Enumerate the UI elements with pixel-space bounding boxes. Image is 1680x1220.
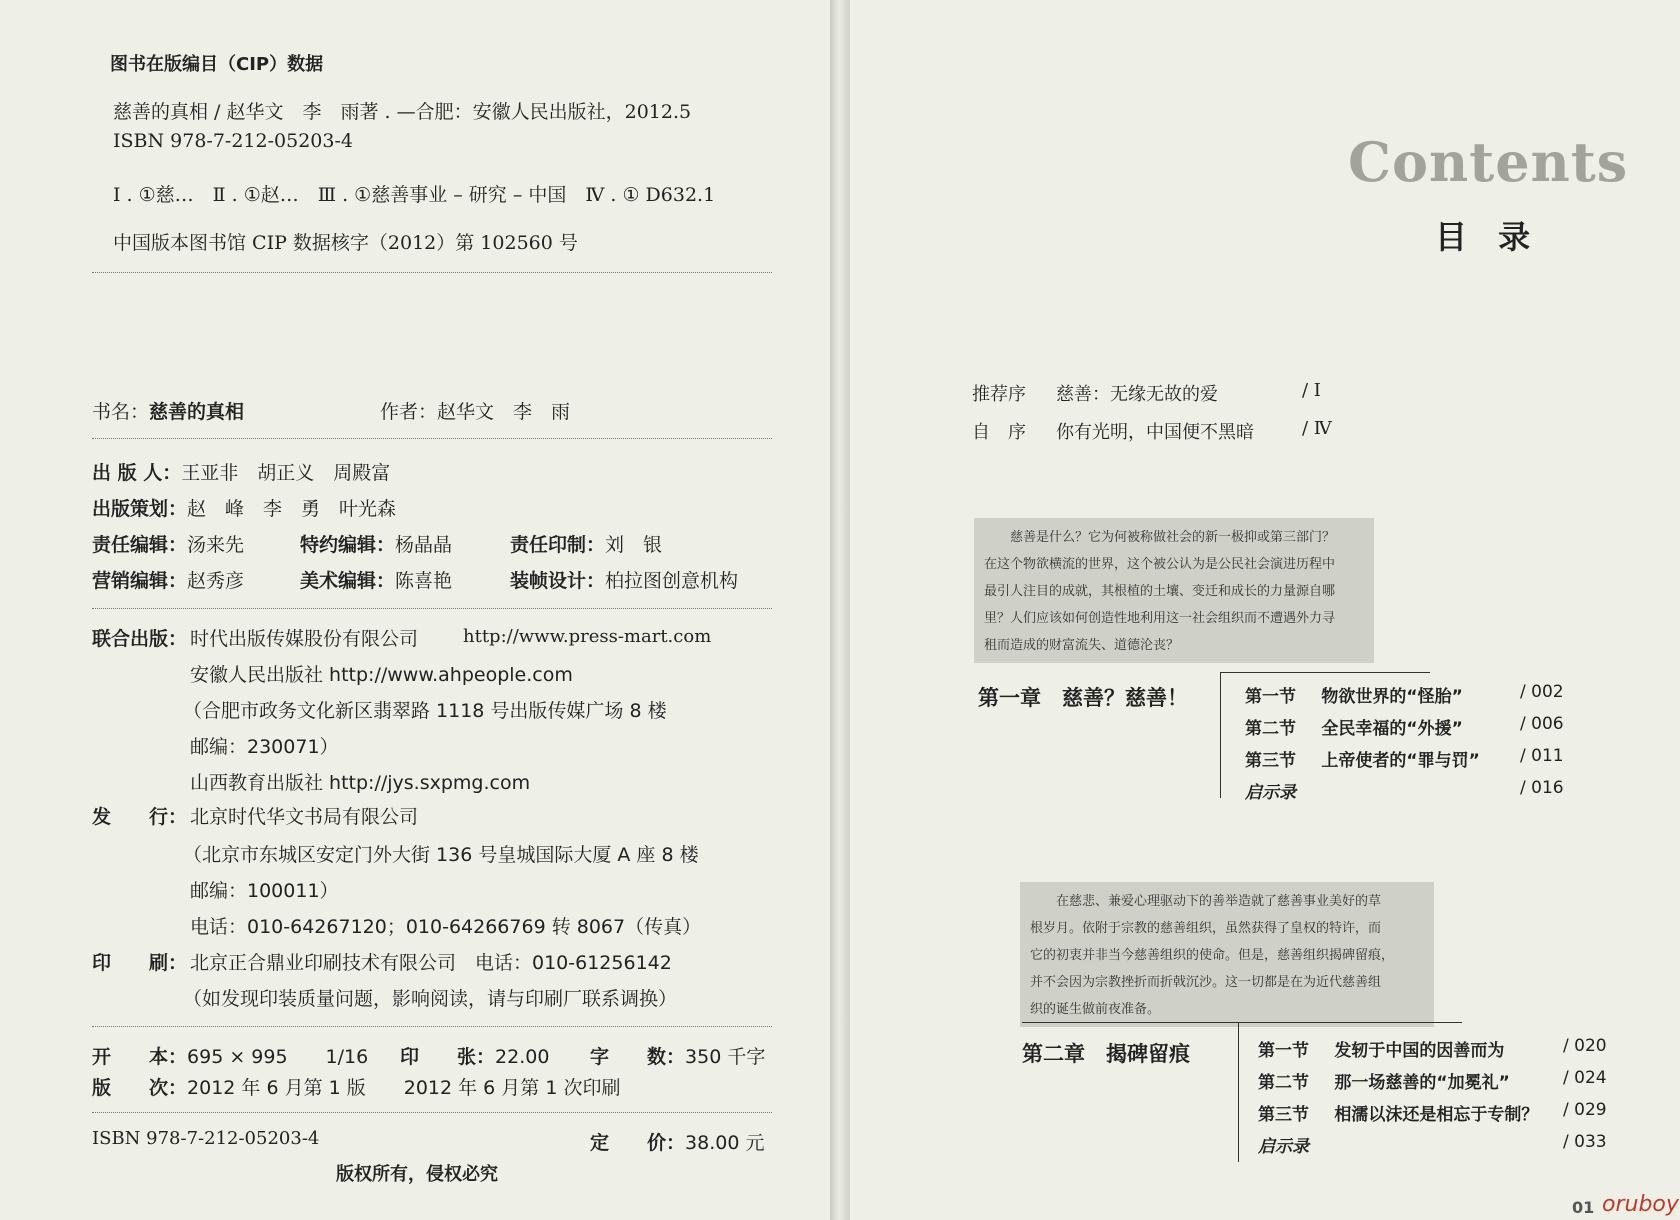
toc-page: / 024 bbox=[1563, 1068, 1607, 1088]
design-value: 柏拉图创意机构 bbox=[605, 570, 739, 592]
special-editor-value: 杨晶晶 bbox=[395, 534, 453, 556]
joint-publish-line2: 安徽人民出版社 http://www.ahpeople.com bbox=[190, 664, 573, 686]
publisher-value: 王亚非 胡正义 周殿富 bbox=[181, 462, 391, 484]
section-label: 第二节 bbox=[1258, 1073, 1309, 1093]
special-editor-row bbox=[300, 530, 452, 557]
author-value: 赵华文 李 雨 bbox=[437, 401, 571, 423]
sheets-row bbox=[400, 1042, 549, 1069]
joint-publish-label: 联合出版： bbox=[92, 628, 188, 650]
edition-label: 版 次： bbox=[92, 1077, 188, 1099]
chapter2-summary bbox=[1020, 882, 1434, 1027]
preface1-label: 推荐序 bbox=[972, 384, 1026, 405]
publisher-row bbox=[92, 458, 390, 485]
planning-row bbox=[92, 494, 396, 521]
toc-entry[interactable] bbox=[1245, 778, 1296, 803]
section-label: 第三节 bbox=[1258, 1105, 1309, 1125]
book-name-label: 书名： bbox=[92, 401, 150, 423]
section-label: 第一节 bbox=[1258, 1041, 1309, 1061]
book-gutter bbox=[830, 0, 850, 1220]
preface1-page: / Ⅰ bbox=[1302, 380, 1321, 401]
distribution-line2: （北京市东城区安定门外大街 136 号皇城国际大厦 A 座 8 楼 bbox=[183, 844, 699, 866]
section-label: 启示录 bbox=[1245, 783, 1296, 803]
chapter2-rule-top bbox=[1022, 1022, 1462, 1023]
cip-record: 中国版本图书馆 CIP 数据核字（2012）第 102560 号 bbox=[113, 232, 578, 254]
author-label: 作者： bbox=[380, 401, 438, 423]
art-editor-row bbox=[300, 566, 452, 593]
summary-line: 里？人们应该如何创造性地利用这一社会组织而不遭遇外力寻 bbox=[984, 611, 1336, 626]
divider bbox=[92, 608, 772, 609]
joint-publish-line4: 邮编：230071） bbox=[190, 736, 339, 758]
marketing-value: 赵秀彦 bbox=[187, 570, 245, 592]
watermark: oruboy bbox=[1602, 1192, 1679, 1217]
editor-value: 汤来先 bbox=[187, 534, 245, 556]
format-row bbox=[92, 1042, 368, 1069]
divider bbox=[92, 1112, 772, 1113]
edition-value: 2012 年 6 月第 1 版 2012 年 6 月第 1 次印刷 bbox=[187, 1077, 621, 1099]
format-label: 开 本： bbox=[92, 1046, 188, 1068]
words-label: 字 数： bbox=[590, 1046, 686, 1068]
distribution-line3: 邮编：100011） bbox=[190, 880, 339, 902]
section-title: 上帝使者的“罪与罚” bbox=[1321, 751, 1480, 771]
cip-isbn: ISBN 978-7-212-05203-4 bbox=[113, 130, 353, 152]
section-title: 相濡以沫还是相忘于专制？ bbox=[1334, 1105, 1539, 1125]
joint-publish-line5: 山西教育出版社 http://jys.sxpmg.com bbox=[190, 772, 531, 794]
toc-entry[interactable] bbox=[1258, 1132, 1309, 1157]
design-label: 装帧设计： bbox=[510, 570, 606, 592]
toc-entry[interactable] bbox=[1245, 714, 1463, 739]
chapter1-title: 第一章 慈善？慈善！ bbox=[978, 685, 1188, 710]
section-label: 第二节 bbox=[1245, 719, 1296, 739]
cip-book-line: 慈善的真相 / 赵华文 李 雨著 . —合肥：安徽人民出版社，2012.5 bbox=[113, 101, 692, 123]
page-number: 01 bbox=[1572, 1198, 1595, 1217]
art-editor-value: 陈喜艳 bbox=[395, 570, 453, 592]
editor-row bbox=[92, 530, 244, 557]
joint-publish-line1: 时代出版传媒股份有限公司 bbox=[190, 628, 419, 650]
printing-label: 印 刷： bbox=[92, 952, 188, 974]
publisher-label: 出 版 人： bbox=[92, 462, 182, 484]
section-label: 第三节 bbox=[1245, 751, 1296, 771]
price-value: 38.00 元 bbox=[685, 1132, 765, 1154]
author-row bbox=[380, 397, 570, 424]
printing-line1: 北京正合鼎业印刷技术有限公司 电话：010-61256142 bbox=[190, 952, 672, 974]
summary-line: 在这个物欲横流的世界，这个被公认为是公民社会演进历程中 bbox=[984, 557, 1336, 572]
print-responsible-row bbox=[510, 530, 662, 557]
preface2-label: 自 序 bbox=[972, 422, 1026, 443]
preface1-title: 慈善：无缘无故的爱 bbox=[1056, 384, 1218, 405]
distribution-line1: 北京时代华文书局有限公司 bbox=[190, 806, 419, 828]
sheets-label: 印 张： bbox=[400, 1046, 496, 1068]
price-label: 定 价： bbox=[590, 1132, 686, 1154]
book-name-row bbox=[92, 397, 244, 424]
format-value: 695 × 995 1/16 bbox=[187, 1046, 369, 1068]
art-editor-label: 美术编辑： bbox=[300, 570, 396, 592]
distribution-line4: 电话：010-64267120；010-64266769 转 8067（传真） bbox=[190, 916, 702, 938]
toc-page: / 016 bbox=[1520, 778, 1564, 798]
summary-line: 根岁月。依附于宗教的慈善组织，虽然获得了皇权的特许，而 bbox=[1030, 921, 1382, 936]
preface2-title: 你有光明，中国便不黑暗 bbox=[1056, 422, 1254, 443]
toc-entry[interactable] bbox=[1258, 1036, 1504, 1061]
design-row bbox=[510, 566, 738, 593]
summary-line: 最引人注目的成就，其根植的土壤、变迁和成长的力量源自哪 bbox=[984, 584, 1336, 599]
divider bbox=[92, 1026, 772, 1027]
joint-publish-url: http://www.press-mart.com bbox=[463, 626, 712, 647]
joint-publish-line3: （合肥市政务文化新区翡翠路 1118 号出版传媒广场 8 楼 bbox=[183, 700, 667, 722]
print-responsible-value: 刘 银 bbox=[605, 534, 663, 556]
toc-entry[interactable] bbox=[1258, 1100, 1538, 1125]
cip-title: 图书在版编目（CIP）数据 bbox=[110, 54, 324, 75]
divider bbox=[92, 438, 772, 439]
chapter1-rule bbox=[1220, 672, 1221, 798]
section-label: 第一节 bbox=[1245, 687, 1296, 707]
summary-line: 织的诞生做前夜准备。 bbox=[1030, 1002, 1161, 1017]
distribution-label: 发 行： bbox=[92, 806, 188, 828]
special-editor-label: 特约编辑： bbox=[300, 534, 396, 556]
cip-classification: Ⅰ . ①慈… Ⅱ . ①赵… Ⅲ . ①慈善事业 – 研究 – 中国 Ⅳ . ① D632.1 bbox=[113, 184, 716, 206]
toc-entry[interactable] bbox=[1245, 682, 1463, 707]
toc-page: / 033 bbox=[1563, 1132, 1607, 1152]
section-title: 那一场慈善的“加冕礼” bbox=[1334, 1073, 1510, 1093]
isbn-bottom: ISBN 978-7-212-05203-4 bbox=[92, 1128, 320, 1149]
price-row bbox=[590, 1128, 764, 1155]
planning-value: 赵 峰 李 勇 叶光森 bbox=[187, 498, 397, 520]
contents-page bbox=[850, 0, 1680, 1220]
marketing-label: 营销编辑： bbox=[92, 570, 188, 592]
preface2-page: / Ⅳ bbox=[1302, 418, 1332, 439]
section-title: 全民幸福的“外援” bbox=[1321, 719, 1463, 739]
copyright-notice: 版权所有，侵权必究 bbox=[336, 1164, 498, 1185]
marketing-row bbox=[92, 566, 244, 593]
print-responsible-label: 责任印制： bbox=[510, 534, 606, 556]
toc-page: / 020 bbox=[1563, 1036, 1607, 1056]
words-value: 350 千字 bbox=[685, 1046, 766, 1068]
toc-page: / 006 bbox=[1520, 714, 1564, 734]
chapter2-rule bbox=[1238, 1022, 1239, 1162]
toc-page: / 002 bbox=[1520, 682, 1564, 702]
copyright-page bbox=[0, 0, 830, 1220]
toc-page: / 011 bbox=[1520, 746, 1564, 766]
sheets-value: 22.00 bbox=[495, 1046, 550, 1068]
chapter2-title: 第二章 揭碑留痕 bbox=[1022, 1041, 1190, 1066]
printing-line2: （如发现印装质量问题，影响阅读，请与印刷厂联系调换） bbox=[183, 988, 678, 1010]
section-label: 启示录 bbox=[1258, 1137, 1309, 1157]
summary-line: 租而造成的财富流失、道德沦丧？ bbox=[984, 638, 1180, 653]
words-row bbox=[590, 1042, 765, 1069]
planning-label: 出版策划： bbox=[92, 498, 188, 520]
section-title: 发轫于中国的因善而为 bbox=[1334, 1041, 1505, 1061]
chapter1-summary bbox=[974, 518, 1374, 663]
summary-line: 在慈悲、兼爱心理驱动下的善举造就了慈善事业美好的草 bbox=[1056, 894, 1382, 909]
section-title: 物欲世界的“怪胎” bbox=[1321, 687, 1463, 707]
edition-row bbox=[92, 1073, 620, 1100]
book-name-value: 慈善的真相 bbox=[149, 401, 245, 423]
editor-label: 责任编辑： bbox=[92, 534, 188, 556]
summary-line: 它的初衷并非当今慈善组织的使命。但是，慈善组织揭碑留痕， bbox=[1030, 948, 1395, 963]
chapter1-rule-top bbox=[1220, 672, 1430, 673]
toc-entry[interactable] bbox=[1258, 1068, 1510, 1093]
toc-page: / 029 bbox=[1563, 1100, 1607, 1120]
summary-line: 并不会因为宗教挫折而折戟沉沙。这一切都是在为近代慈善组 bbox=[1030, 975, 1382, 990]
contents-heading: Contents bbox=[1348, 130, 1629, 194]
divider bbox=[92, 272, 772, 273]
summary-line: 慈善是什么？它为何被称做社会的新一极抑或第三部门？ bbox=[1010, 530, 1336, 545]
toc-entry[interactable] bbox=[1245, 746, 1480, 771]
toc-heading: 目 录 bbox=[1435, 218, 1541, 256]
